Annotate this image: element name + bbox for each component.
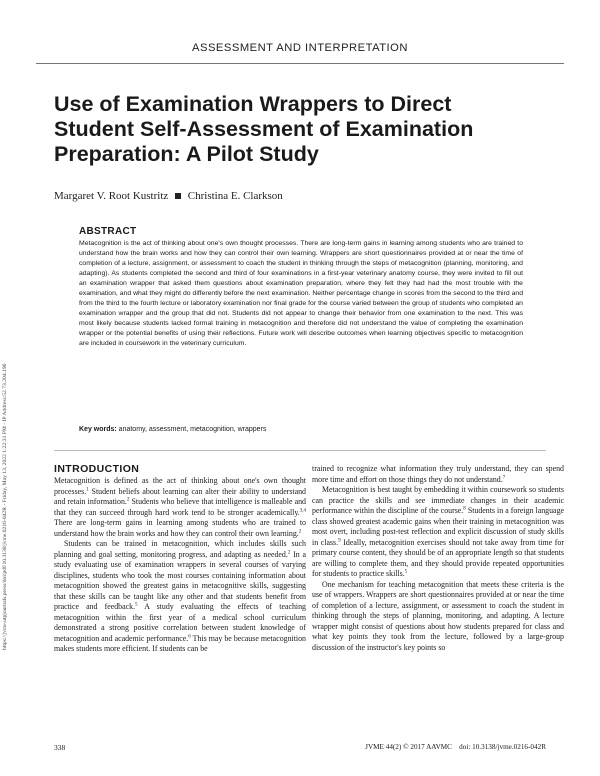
paragraph-text: One mechanism for teaching metacognition that meets these criteria is the use of wrappers. Wrappers are short questionnaires provided at or near the time of completion of a lecture, assignment, or assessment to coach the student in thinking through the steps of planning, monitoring, and adapting. A lecture wrapper might consist of questions about how students prepared for class and what key points they took from the lecture, followed by a large-group discussion of the instructor's key points so <box>312 579 564 652</box>
citation: 2 <box>287 549 291 555</box>
citation: 2 <box>298 528 302 534</box>
citation: 8 <box>463 506 466 512</box>
paragraph-text: Students who believe that intelligence is malleable and that they can succeed through hard work tend to be stronger academically. <box>54 497 306 517</box>
keywords <box>79 426 266 433</box>
download-watermark: https://jvme.utpjournals.press/doi/pdf/10.3138/jvme.0216-042R - Friday, May 13, 2022 1:22:31 PM - IP Address:52.73.204.196 <box>2 363 8 650</box>
body-paragraph <box>54 539 306 655</box>
citation: 9 <box>338 537 341 543</box>
page-number: 338 <box>54 743 66 752</box>
keywords-list: anatomy, assessment, metacognition, wrappers <box>116 426 267 433</box>
journal-footer <box>365 743 546 751</box>
paragraph-text: Students in a foreign language class showed greatest academic gains when their training in metacognition was most overt, including post-test reflection and explicit discussion of study skills in class. <box>312 506 565 547</box>
citation: 5 <box>135 602 138 608</box>
author-name: Margaret V. Root Kustritz <box>54 190 169 202</box>
doi: doi: 10.3138/jvme.0216-042R <box>459 743 546 751</box>
article-title <box>54 92 554 167</box>
author-name: Christina E. Clarkson <box>187 190 283 202</box>
paragraph-text: Metacognition is best taught by embedding it within coursework so students can practice the skills and see immediate changes in their academic performance within the discipline of the course. <box>312 485 564 515</box>
paragraph-text: Students can be trained in metacognition, which includes skills such planning and goal setting, monitoring progress, and adapting as needed. <box>54 539 306 559</box>
body-paragraph <box>312 464 564 485</box>
title-line: Use of Examination Wrappers to Direct <box>54 92 452 116</box>
body-column-left <box>54 463 306 655</box>
title-line: Student Self-Assessment of Examination <box>54 117 474 141</box>
introduction-heading: INTRODUCTION <box>54 463 140 475</box>
body-paragraph <box>312 485 564 580</box>
paragraph-text: In a study evaluating use of examination wrappers in several courses of varying disciplines, students who took the most courses containing information about metacognition showed the greatest gains in metacognitive skills, suggesting that these skills can be taught like any other and that students benefit from practice and feedback. <box>54 549 306 611</box>
paragraph-text: Ideally, metacognition exercises should not take away from time for primary course content, they should be of an appropriate length so that students are willing to complete them, and they should provide repeated opportunities for students to practice skills. <box>312 537 565 578</box>
section-divider <box>54 450 546 451</box>
paragraph-text: trained to recognize what information they truly understand, they can spend more time and effort on those things they do not understand. <box>312 464 564 484</box>
citation: 2 <box>126 497 130 503</box>
citation: 1 <box>86 486 89 492</box>
author-list <box>54 190 283 202</box>
paragraph-text: Student beliefs about learning can alter their ability to understand and retain information. <box>54 486 306 506</box>
journal-citation: JVME 44(2) © 2017 AAVMC <box>365 743 452 751</box>
paragraph-text: Metacognition is defined as the act of thinking about one's own thought processes. <box>54 476 306 496</box>
body-paragraph <box>54 476 306 539</box>
citation: 7 <box>502 474 506 480</box>
header-rule <box>36 63 564 64</box>
abstract-heading: ABSTRACT <box>79 226 137 237</box>
body-column-right <box>312 464 564 653</box>
citation: 3,4 <box>299 507 306 513</box>
title-line: Preparation: A Pilot Study <box>54 142 319 166</box>
body-paragraph <box>312 580 564 654</box>
citation: 6 <box>188 633 191 639</box>
paragraph-text: There are long-term gains in learning among students who are trained to understand how the brain works and how they can control their own learning. <box>54 518 306 538</box>
abstract-text: Metacognition is the act of thinking about one's own thought processes. There are long-term gains in learning among students who are trained to understand how the brain works and how they can control their own learning. Wrappers are short questionnaires provided at or near the time of completion of a lecture, assignment, or assessment to coach the student in thinking through the steps of metacognition (planning, monitoring, and adapting). As students completed the second and third of four examinations in a first-year veterinary anatomy course, they were invited to fill out an examination wrapper that asked them questions about examination preparation, where they felt they had had the most trouble with the examination, and what they might do differently before the next examination. Neither percentage change in scores from the second to the third and from the third to the fourth lecture or laboratory examination nor final grade for the course varied between the group of students who completed an examination wrapper and the group that did not. Students did not appear to change their behavior from one examination to the next. This was most likely because students lacked formal training in metacognition and therefore did not understand the value of completing the examination wrapper or the potential benefits of using their reflections. Future work will describe outcomes when learning objectives specific to metacognition are included in coursework in the veterinary curriculum. <box>79 240 523 347</box>
paragraph-text: This may be because metacognition makes students more efficient. If students can be <box>54 633 306 653</box>
section-header: ASSESSMENT AND INTERPRETATION <box>192 42 408 54</box>
keywords-label: Key words: <box>79 426 117 433</box>
author-separator-icon <box>175 193 181 199</box>
citation: 5 <box>404 569 408 575</box>
paragraph-text: A study evaluating the effects of teaching metacognition within the first year of a medical school curriculum demonstrated a strong positive correlation between student knowledge of metacognition and academic performance. <box>54 602 307 643</box>
